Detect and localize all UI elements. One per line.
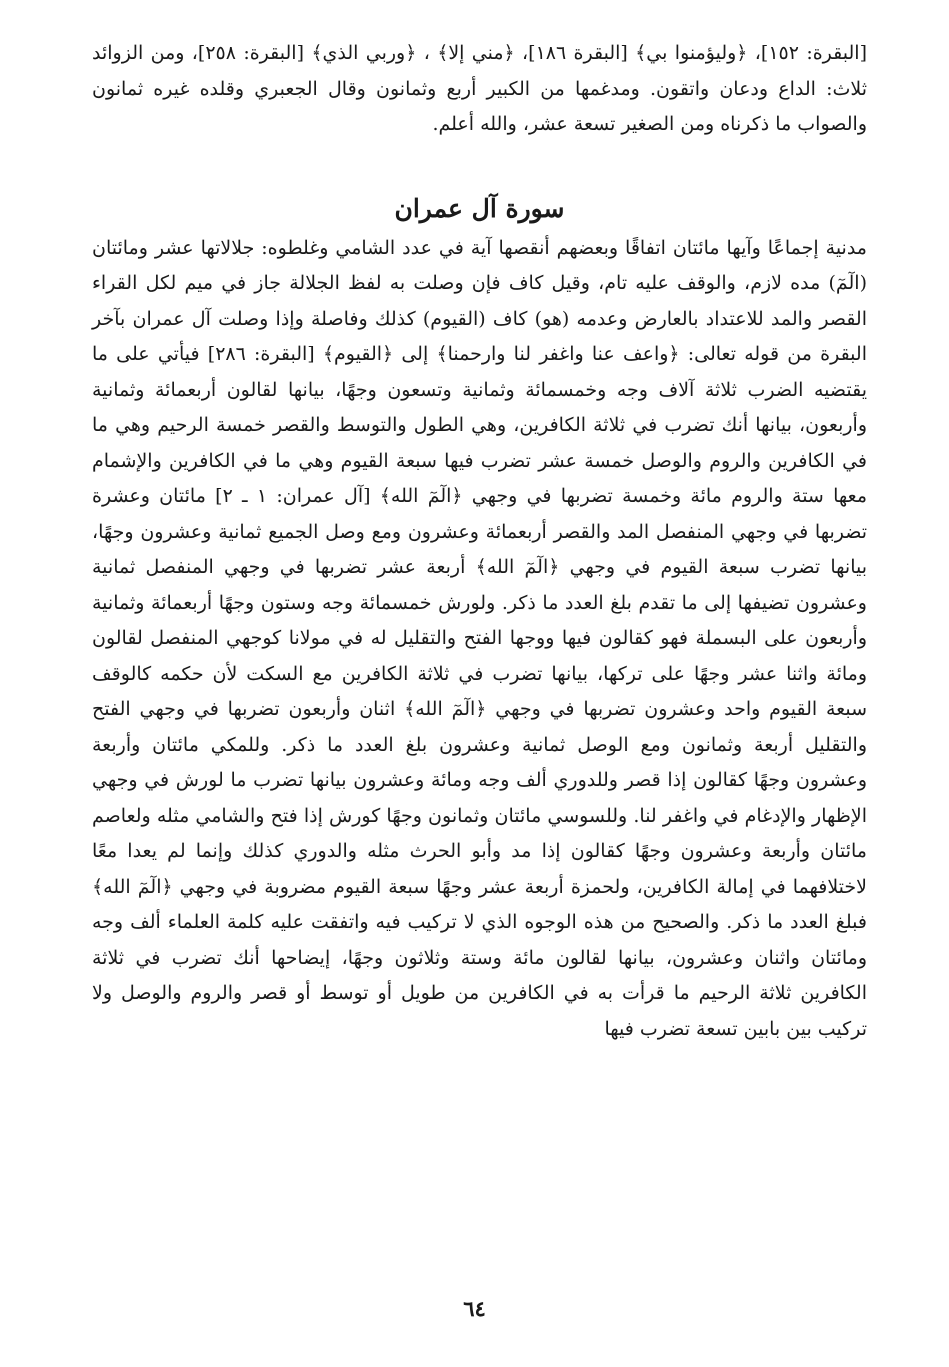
- section-title: سورة آل عمران: [394, 193, 565, 223]
- intro-paragraph: [البقرة: ١٥٢]، ﴿وليؤمنوا بي﴾ [البقرة ١٨٦]، ﴿مني إلا﴾ ، ﴿وربي الذي﴾ [البقرة: ٢٥٨]، ومن الزوائد ثلاث: الداع ودعان واتقون. ومدغمها من الكبير أربع وثمانون وقال الجعبري وقلده غيره ثمانون والصواب ما ذكرناه ومن الصغير تسعة عشر، والله أعلم.: [92, 42, 867, 135]
- body-paragraph: مدنية إجماعًا وآيها مائتان اتفاقًا وبعضهم أنقصها آية في عدد الشامي وغلطوه: جلالاتها عشر ومائتان (الٓمٓ) مده لازم، والوقف عليه تام، وقيل كاف فإن وصلت به لفظ الجلالة جاز في ميم لكل القراء القصر والمد للاعتداد بالعارض وعدمه (هو) كاف (القيوم) كذلك وفاصلة وإذا وصلت آل عمران بآخر البقرة من قوله تعالى: ﴿واعف عنا واغفر لنا وارحمنا﴾ إلى ﴿القيوم﴾ [البقرة: ٢٨٦] فيأتي على ما يقتضيه الضرب ثلاثة آلاف وجه وخمسمائة وثمانية وتسعون وجهًا، بيانها لقالون أربعمائة وثمانية وأربعون، بيانها أنك تضرب في ثلاثة الكافرين، وهي الطول والتوسط والقصر خمسة الرحيم وهي ما في الكافرين والروم والوصل خمسة عشر تضرب فيها سبعة القيوم وهي ما في الكافرين والإشمام معها ستة والروم مائة وخمسة تضربها في وجهي ﴿الٓمٓ الله﴾ [آل عمران: ١ ـ ٢] مائتان وعشرة تضربها في وجهي المنفصل المد والقصر أربعمائة وعشرون ومع وصل الجميع ثمانية وعشرون وجهًا، بيانها تضرب سبعة القيوم في وجهي ﴿الٓمٓ الله﴾ أربعة عشر تضربها في وجهي المنفصل ثمانية وعشرون تضيفها إلى ما تقدم بلغ العدد ما ذكر. ولورش خمسمائة وجه وستون وجهًا أربعمائة وثمانية وأربعون على البسملة فهو كقالون فيها ووجها الفتح والتقليل له في مولانا كوجهي المنفصل لقالون ومائة واثنا عشر وجهًا على تركها، بيانها تضرب في ثلاثة الكافرين مع السكت لأن حكمه كالوقف سبعة القيوم واحد وعشرون تضربها في وجهي ﴿الٓمٓ الله﴾ اثنان وأربعون تضربها في وجهي الفتح والتقليل أربعة وثمانون ومع الوصل ثمانية وعشرون بلغ العدد ما ذكر. وللمكي مائتان وأربعة وعشرون وجهًا كقالون إذا قصر وللدوري ألف وجه ومائة وعشرون بيانها تضرب ما لورش في وجهي الإظهار والإدغام في واغفر لنا. وللسوسي مائتان وثمانون وجهًا كورش إذا فتح والشامي مثله ولعاصم مائتان وأربعة وعشرون وجهًا كقالون إذا مد وأبو الحرث مثله والدوري كذلك وإنما لم يعدا معًا لاختلافهما في إمالة الكافرين، ولحمزة أربعة عشر وجهًا سبعة القيوم مضروبة في وجهي ﴿الٓمٓ الله﴾ فبلغ العدد ما ذكر. والصحيح من هذه الوجوه الذي لا تركيب فيه واتفقت عليه كلمة العلماء ألف وجه ومائتان واثنان وعشرون، بيانها لقالون مائة وستة وثلاثون وجهًا، إيضاحها أنك تضرب في ثلاثة الكافرين ثلاثة الرحيم ما قرأت به في الكافرين من طويل أو توسط أو قصر والروم والوصل ولا تركيب بين بابين تسعة تضرب فيها: [92, 236, 867, 1040]
- page-number: ٦٤: [463, 1296, 486, 1321]
- book-page: [92, 36, 867, 1047]
